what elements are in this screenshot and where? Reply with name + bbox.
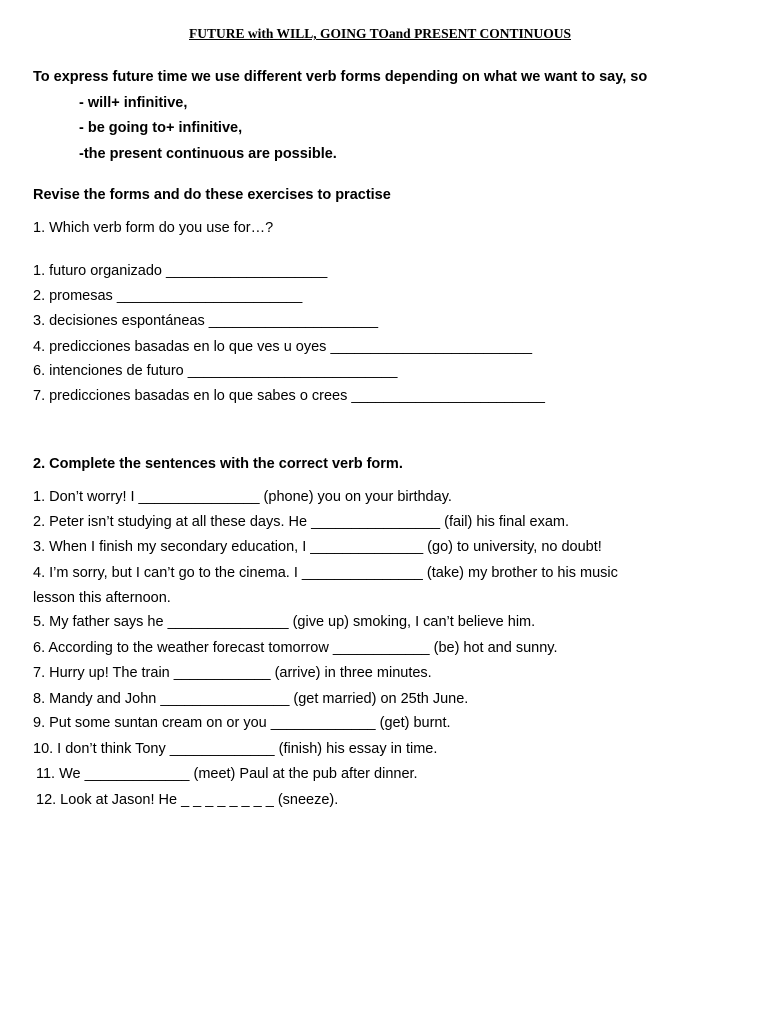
- form-going-to: - be going to+ infinitive,: [79, 120, 243, 136]
- exercise2-item: 3. When I finish my secondary education, I ______________ (go) to university, no doubt!: [33, 539, 602, 555]
- exercise2-item: 12. Look at Jason! He _ _ _ _ _ _ _ _ (sneeze).: [36, 792, 339, 808]
- exercise2-item: 10. I don’t think Tony _____________ (finish) his essay in time.: [33, 741, 438, 757]
- exercise2-item: 6. According to the weather forecast tomorrow ____________ (be) hot and sunny.: [33, 640, 558, 656]
- page-title: FUTURE with WILL, GOING TOand PRESENT CONTINUOUS: [189, 26, 571, 41]
- exercise2-item: 7. Hurry up! The train ____________ (arrive) in three minutes.: [33, 665, 432, 681]
- exercise1-heading: 1. Which verb form do you use for…?: [33, 220, 274, 236]
- exercise1-item: 4. predicciones basadas en lo que ves u oyes _________________________: [33, 339, 533, 355]
- exercise2-item: 4. I’m sorry, but I can’t go to the cinema. I _______________ (take) my brother to his music: [33, 565, 618, 581]
- exercise2-item-continuation: lesson this afternoon.: [33, 590, 171, 606]
- exercise2-item: 5. My father says he _______________ (give up) smoking, I can’t believe him.: [33, 614, 536, 630]
- form-will: - will+ infinitive,: [79, 95, 188, 111]
- exercise1-item: 3. decisiones espontáneas _____________________: [33, 313, 379, 329]
- exercise1-item: 6. intenciones de futuro __________________________: [33, 363, 398, 379]
- exercise1-item: 1. futuro organizado ____________________: [33, 263, 328, 279]
- exercise1-item: 2. promesas _______________________: [33, 288, 303, 304]
- exercise1-item: 7. predicciones basadas en lo que sabes o crees ________________________: [33, 388, 545, 404]
- exercise2-item: 11. We _____________ (meet) Paul at the pub after dinner.: [36, 766, 418, 782]
- revise-instruction: Revise the forms and do these exercises to practise: [33, 187, 391, 203]
- exercise2-item: 8. Mandy and John ________________ (get married) on 25th June.: [33, 691, 469, 707]
- form-present-continuous: -the present continuous are possible.: [79, 146, 337, 162]
- exercise2-item: 9. Put some suntan cream on or you _____________ (get) burnt.: [33, 715, 451, 731]
- exercise2-item: 1. Don’t worry! I _______________ (phone) you on your birthday.: [33, 489, 452, 505]
- exercise2-heading: 2. Complete the sentences with the correct verb form.: [33, 456, 403, 472]
- exercise2-item: 2. Peter isn’t studying at all these days. He ________________ (fail) his final exam.: [33, 514, 570, 530]
- intro-text: To express future time we use different verb forms depending on what we want to say, so: [33, 69, 648, 85]
